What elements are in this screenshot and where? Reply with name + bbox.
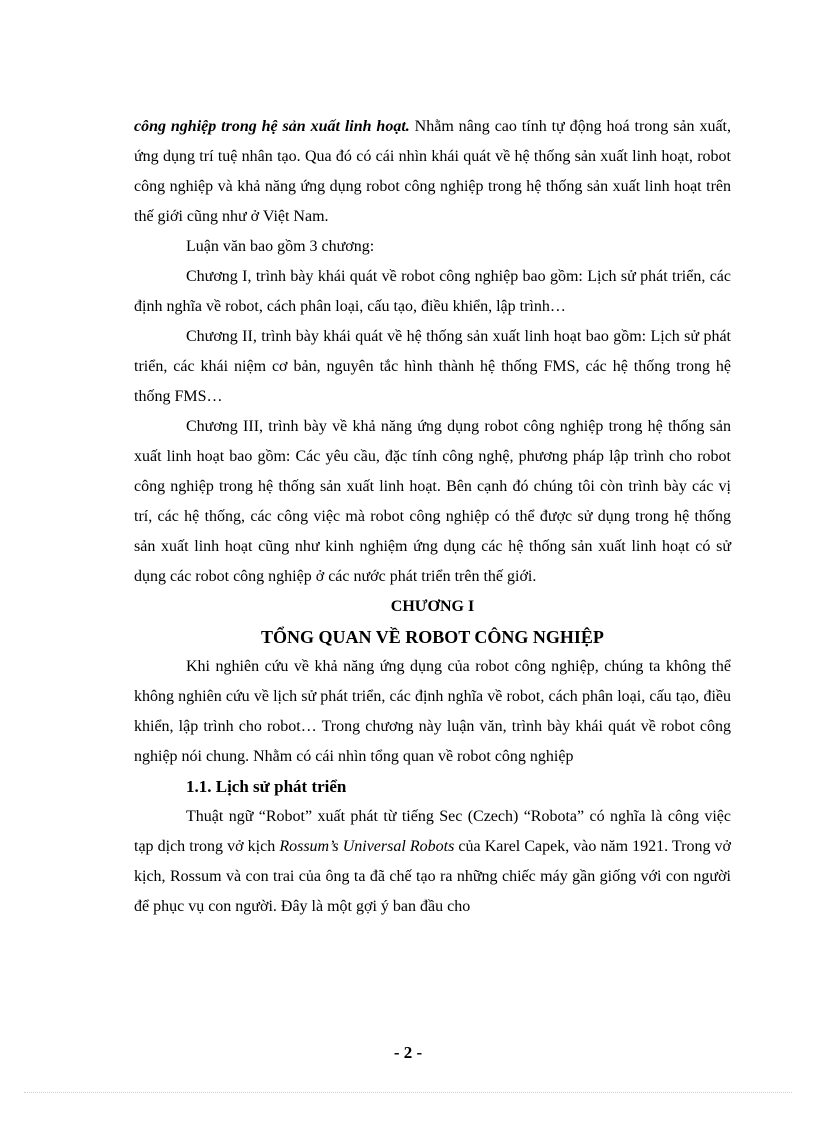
section-paragraph xyxy=(134,802,731,922)
play-title: Rossum’s Universal Robots xyxy=(279,838,455,855)
thesis-overview: Luận văn bao gồm 3 chương: xyxy=(186,238,375,255)
page-number: - 2 - xyxy=(393,1043,423,1062)
chapter-label: CHƯƠNG I xyxy=(390,598,475,615)
footer-divider xyxy=(24,1092,792,1093)
chapter-title: TỔNG QUAN VỀ ROBOT CÔNG NGHIỆP xyxy=(261,627,604,647)
section-text-1: Thuật ngữ “Robot” xuất phát từ tiếng Sec (Czech) “Robota” có nghĩa là công việc tạp dịch trong vở kịch xyxy=(134,808,731,855)
section-text-2: của Karel Capek, vào năm 1921. Trong vở kịch, Rossum và con trai của ông ta đã chế tạo ra những chiếc máy gần giống với con người để phục vụ con người. Đây là một gợi ý ban đầu cho xyxy=(134,838,732,915)
chapter-intro: Khi nghiên cứu về khả năng ứng dụng của robot công nghiệp, chúng ta không thể không nghiên cứu về lịch sử phát triển, các định nghĩa về robot, cách phân loại, cấu tạo, điều khiển, lập trình cho robot… Trong chương này luận văn, trình bày khái quát về robot công nghiệp nói chung. Nhằm có cái nhìn tổng quan về robot công nghiệp xyxy=(134,658,731,765)
chapter-2-summary: Chương II, trình bày khái quát về hệ thống sản xuất linh hoạt bao gồm: Lịch sử phát triển, các khái niệm cơ bản, nguyên tắc hình thành hệ thống FMS, các hệ thống trong hệ thống FMS… xyxy=(134,328,731,405)
intro-text: Nhằm nâng cao tính tự động hoá trong sản xuất, ứng dụng trí tuệ nhân tạo. Qua đó có cái nhìn khái quát về hệ thống sản xuất linh hoạt, robot công nghiệp và khả năng ứng dụng robot công nghiệp trong hệ thống sản xuất linh hoạt trên thế giới cũng như ở Việt Nam. xyxy=(134,118,731,225)
page-body xyxy=(134,112,731,922)
chapter-3-summary: Chương III, trình bày về khả năng ứng dụng robot công nghiệp trong hệ thống sản xuất linh hoạt bao gồm: Các yêu cầu, đặc tính công nghệ, phương pháp lập trình cho robot công nghiệp trong hệ thống sản xuất linh hoạt. Bên cạnh đó chúng tôi còn trình bày các vị trí, các hệ thống, các công việc mà robot công nghiệp có thể được sử dụng trong hệ thống sản xuất linh hoạt cũng như kinh nghiệm ứng dụng các hệ thống sản xuất linh hoạt có sử dụng các robot công nghiệp ở các nước phát triển trên thế giới. xyxy=(134,418,731,585)
section-heading: 1.1. Lịch sử phát triển xyxy=(186,777,347,796)
intro-paragraph xyxy=(134,112,731,232)
intro-bold-phrase: công nghiệp trong hệ sản xuất linh hoạt. xyxy=(134,118,410,135)
chapter-1-summary: Chương I, trình bày khái quát về robot công nghiệp bao gồm: Lịch sử phát triển, các định nghĩa về robot, cách phân loại, cấu tạo, điều khiển, lập trình… xyxy=(134,268,731,315)
